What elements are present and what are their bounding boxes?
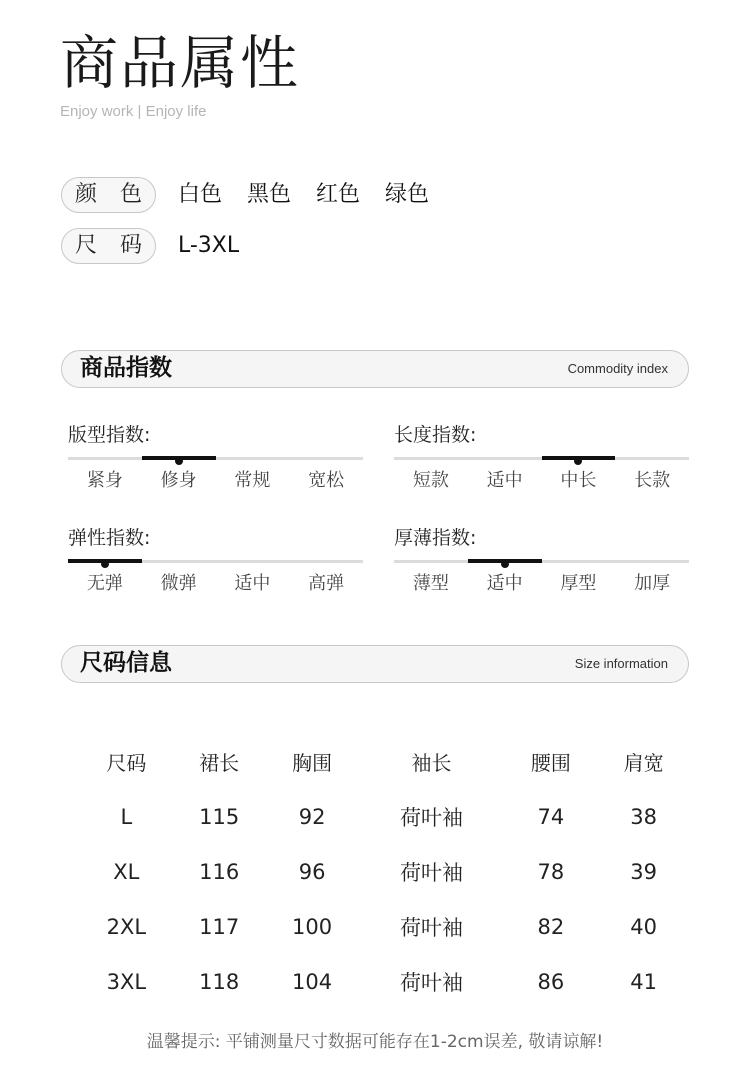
table-cell: 100 [292,914,333,939]
length-index-group [394,423,689,492]
column-header: 裙长 [199,751,240,775]
table-cell: 86 [537,969,565,994]
column-header: 腰围 [530,751,571,775]
thickness-index-label: 厚薄指数: [394,527,477,549]
thickness-index-track [394,560,689,563]
length-index-options [394,470,689,492]
index-option: 微弹 [160,573,197,594]
footer-note: 温馨提示: 平铺测量尺寸数据可能存在1-2cm误差, 敬请谅解! [146,1032,604,1052]
index-option: 适中 [486,470,523,491]
section-title: 尺码信息 [80,650,172,676]
index-option: 常规 [234,470,271,491]
index-option: 加厚 [634,573,671,594]
table-cell: L [120,804,133,829]
table-cell: 2XL [106,914,147,939]
color-value: 黑色 [247,182,292,207]
index-option: 无弹 [86,573,123,594]
column-header: 胸围 [292,751,333,775]
length-index-marker [574,457,582,465]
table-cell: 82 [537,914,565,939]
color-value: 红色 [316,182,361,207]
size-range-value: L-3XL [178,233,240,258]
section-title-en: Commodity index [567,361,668,376]
size-label-pill: 尺 码 [61,228,156,264]
index-option: 短款 [412,470,449,491]
table-cell: 荷叶袖 [400,970,464,995]
index-option: 薄型 [412,573,449,594]
color-values [178,177,447,213]
table-cell: 41 [630,969,657,994]
table-cell: 78 [537,859,565,884]
color-value: 绿色 [385,182,430,207]
table-row [80,954,690,1009]
table-cell: 荷叶袖 [400,860,464,885]
length-index-track [394,457,689,460]
elasticity-index-marker [101,560,109,568]
size-info-header [61,645,689,683]
fit-index-group [68,423,363,492]
index-option: 长款 [634,470,671,491]
index-option: 中长 [560,470,597,491]
thickness-index-group [394,526,689,595]
thickness-index-marker [501,560,509,568]
table-cell: 104 [292,969,333,994]
table-cell: 3XL [106,969,147,994]
table-cell: 74 [537,804,565,829]
column-header: 肩宽 [623,751,664,775]
table-row [80,789,690,844]
color-label-pill: 颜 色 [61,177,156,213]
index-option: 适中 [234,573,271,594]
commodity-index-header [61,350,689,388]
size-table [80,734,690,1009]
section-title: 商品指数 [80,355,172,381]
index-option: 厚型 [560,573,597,594]
table-cell: 38 [630,804,657,829]
elasticity-index-label: 弹性指数: [68,527,151,549]
index-option: 高弹 [308,573,345,594]
fit-index-track [68,457,363,460]
table-cell: 40 [630,914,657,939]
length-index-label: 长度指数: [394,424,477,446]
index-option: 紧身 [86,470,123,491]
fit-index-label: 版型指数: [68,424,151,446]
table-cell: 115 [199,804,240,829]
table-cell: 39 [630,859,657,884]
table-cell: 92 [298,804,326,829]
table-row [80,844,690,899]
index-option: 修身 [160,470,197,491]
table-cell: 116 [199,859,240,884]
index-option: 适中 [486,573,523,594]
elasticity-index-group [68,526,363,595]
index-option: 宽松 [308,470,345,491]
table-cell: 荷叶袖 [400,805,464,830]
elasticity-index-options [68,573,363,595]
thickness-index-options [394,573,689,595]
color-value: 白色 [178,182,223,207]
section-title-en: Size information [574,656,668,671]
table-cell: XL [113,859,140,884]
table-cell: 117 [199,914,240,939]
elasticity-index-track [68,560,363,563]
table-cell: 96 [298,859,326,884]
page-title: 商品属性 [60,29,301,97]
table-cell: 118 [199,969,240,994]
table-header-row [80,734,690,789]
fit-index-options [68,470,363,492]
column-header: 袖长 [411,751,452,775]
table-cell: 荷叶袖 [400,915,464,940]
column-header: 尺码 [106,751,147,775]
page-subtitle: Enjoy work | Enjoy life [60,103,207,120]
fit-index-marker [175,457,183,465]
table-row [80,899,690,954]
